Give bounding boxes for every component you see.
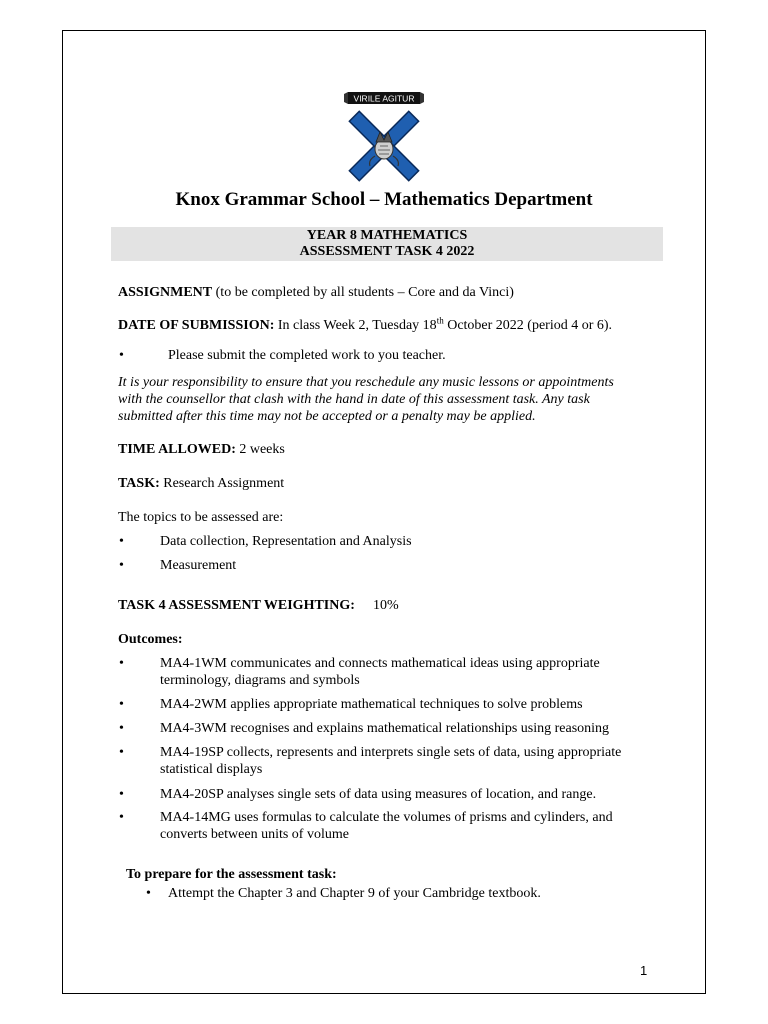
submission-line [118, 317, 612, 334]
topics-intro: The topics to be assessed are: [118, 510, 284, 525]
outcome-item [160, 720, 609, 737]
responsibility-line: submitted after this time may not be accepted or a penalty may be applied. [118, 409, 536, 424]
bullet-icon: • [146, 886, 151, 901]
task-line [118, 475, 284, 492]
bullet-icon: • [119, 721, 124, 736]
assessment-task-title: ASSESSMENT TASK 4 2022 [299, 244, 475, 259]
bullet-icon: • [119, 558, 124, 573]
bullet-icon: • [119, 810, 124, 825]
page-number: 1 [640, 963, 648, 978]
outcome-text-cont: terminology, diagrams and symbols [160, 673, 360, 688]
ordinal-suffix: th [436, 315, 444, 326]
outcome-item [160, 786, 596, 803]
submission-date-text: In class Week 2, Tuesday 18 [274, 318, 437, 333]
outcome-text: MA4-14MG uses formulas to calculate the volumes of prisms and cylinders, and [160, 810, 613, 825]
bullet-icon: • [119, 656, 124, 671]
bullet-icon: • [119, 348, 124, 363]
outcome-item [160, 809, 613, 843]
submit-instruction: Please submit the completed work to you teacher. [168, 348, 446, 363]
outcomes-heading: Outcomes: [118, 632, 183, 647]
outcome-text: MA4-1WM communicates and connects mathematical ideas using appropriate [160, 656, 600, 671]
topic-item: Measurement [160, 558, 237, 573]
bullet-icon: • [119, 534, 124, 549]
bullet-icon: • [119, 745, 124, 760]
weighting-value: 10% [373, 598, 399, 613]
task-value: Research Assignment [159, 476, 285, 491]
outcome-text: MA4-3WM recognises and explains mathematical relationships using reasoning [160, 721, 610, 736]
assessment-title-band [111, 227, 663, 261]
outcome-item [160, 744, 621, 778]
prepare-heading: To prepare for the assessment task: [126, 867, 337, 882]
responsibility-line: It is your responsibility to ensure that you reschedule any music lessons or appointments [118, 375, 614, 390]
outcome-text: MA4-19SP collects, represents and interprets single sets of data, using appropriate [160, 745, 622, 760]
outcome-text-cont: converts between units of volume [160, 827, 349, 842]
outcome-text-cont: statistical displays [160, 762, 263, 777]
school-department-title: Knox Grammar School – Mathematics Department [175, 189, 593, 210]
time-allowed-value: 2 weeks [235, 442, 285, 457]
year-subject-title: YEAR 8 MATHEMATICS [306, 228, 468, 243]
task-label: TASK: [118, 476, 160, 491]
responsibility-line: with the counsellor that clash with the hand in date of this assessment task. Any task [118, 392, 590, 407]
outcome-text: MA4-20SP analyses single sets of data using measures of location, and range. [160, 787, 597, 802]
prepare-instruction: Attempt the Chapter 3 and Chapter 9 of your Cambridge textbook. [168, 886, 541, 901]
time-allowed-line [118, 441, 285, 458]
outcome-item [160, 655, 600, 689]
outcome-item [160, 696, 583, 713]
submission-label: DATE OF SUBMISSION: [118, 318, 275, 333]
assignment-text: (to be completed by all students – Core and da Vinci) [212, 285, 514, 300]
topic-item: Data collection, Representation and Analysis [160, 534, 412, 549]
time-allowed-label: TIME ALLOWED: [118, 442, 236, 457]
responsibility-note [118, 374, 638, 425]
assignment-line [118, 284, 514, 301]
bullet-icon: • [119, 697, 124, 712]
weighting-label: TASK 4 ASSESSMENT WEIGHTING: [118, 598, 355, 613]
weighting-line [118, 597, 355, 614]
svg-text:VIRILE AGITUR: VIRILE AGITUR [353, 93, 415, 104]
bullet-icon: • [119, 787, 124, 802]
outcome-text: MA4-2WM applies appropriate mathematical techniques to solve problems [160, 697, 583, 712]
school-crest-logo [344, 88, 424, 184]
assignment-label: ASSIGNMENT [118, 285, 213, 300]
submission-date-text-end: October 2022 (period 4 or 6). [443, 318, 613, 333]
